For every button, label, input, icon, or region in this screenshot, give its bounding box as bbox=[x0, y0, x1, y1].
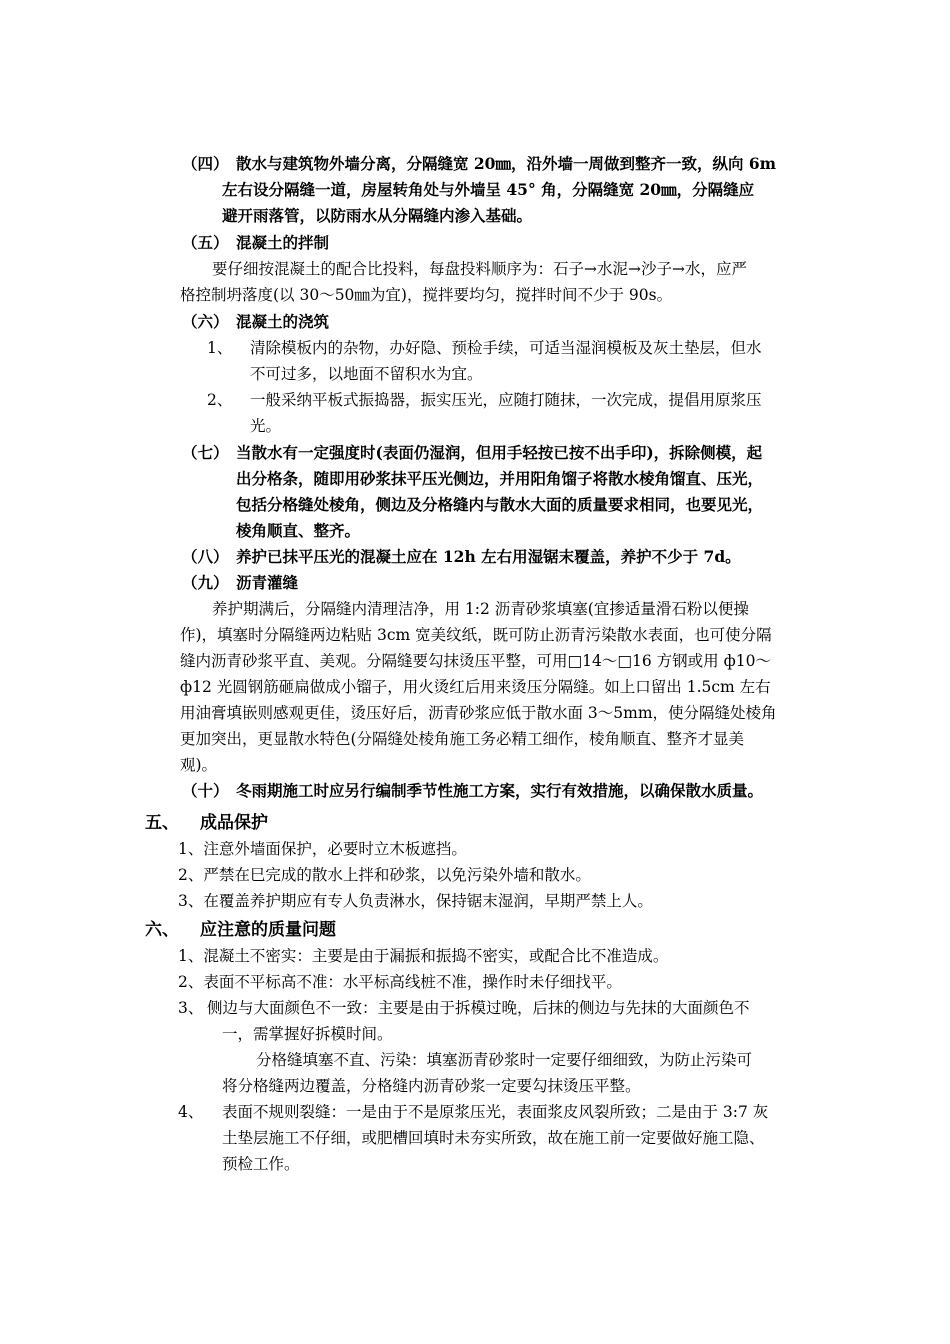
chapter-6-number: 六、 bbox=[145, 920, 179, 940]
section-6-number: （六） bbox=[182, 312, 229, 331]
section-6-title: 混凝土的浇筑 bbox=[236, 312, 330, 331]
section-4-number: （四） bbox=[182, 154, 229, 173]
section-9-line-2: 作)，填塞时分隔缝两边粘贴 3cm 宽美纹纸，既可防止沥青污染散水表面，也可使分隔 bbox=[180, 626, 772, 644]
section-8-line-1: 养护已抹平压光的混凝土应在 12h 左右用湿锯末覆盖，养护不少于 7d。 bbox=[236, 547, 741, 566]
chapter-6-item-4-line-1: 表面不规则裂缝：一是由于不是原浆压光，表面浆皮风裂所致；二是由于 3:7 灰 bbox=[222, 1103, 769, 1121]
section-5-line-1: 要仔细按混凝土的配合比投料，每盘投料顺序为：石子→水泥→沙子→水，应严 bbox=[212, 260, 747, 278]
section-9-line-3: 缝内沥青砂浆平直、美观。分隔缝要勾抹烫压平整，可用□14～□16 方钢或用 ф10～ bbox=[180, 652, 771, 670]
section-4-line-1: 散水与建筑物外墙分离，分隔缝宽 20㎜，沿外墙一周做到整齐一致，纵向 6m bbox=[236, 154, 777, 173]
chapter-5-item-2: 2、严禁在巳完成的散水上拌和砂浆，以免污染外墙和散水。 bbox=[178, 866, 591, 884]
chapter-5-title: 成品保护 bbox=[200, 813, 268, 833]
section-7-line-1: 当散水有一定强度时(表面仍湿润，但用手轻按已按不出手印)，拆除侧模，起 bbox=[236, 443, 763, 462]
section-5-number: （五） bbox=[182, 233, 229, 252]
section-5-line-2: 格控制坍落度(以 30～50㎜为宜)，搅拌要均匀，搅拌时间不少于 90s。 bbox=[180, 286, 673, 304]
section-8-number: （八） bbox=[182, 547, 229, 566]
section-4-line-2: 左右设分隔缝一道，房屋转角处与外墙呈 45° 角，分隔缝宽 20㎜，分隔缝应 bbox=[222, 180, 755, 199]
chapter-6-item-3-number: 3、 bbox=[178, 999, 204, 1017]
section-6-item-2-line-1: 一般采纳平板式振捣器，振实压光，应随打随抹，一次完成，提倡用原浆压 bbox=[250, 391, 762, 409]
chapter-6-item-4-line-3: 预检工作。 bbox=[222, 1155, 300, 1173]
section-9-number: （九） bbox=[182, 573, 229, 592]
chapter-6-paragraph-line-1: 分格缝填塞不直、污染：填塞沥青砂浆时一定要仔细细致，为防止污染可 bbox=[256, 1051, 753, 1069]
chapter-6-item-1: 1、混凝土不密实：主要是由于漏振和振捣不密实，或配合比不准造成。 bbox=[178, 947, 669, 965]
section-10-number: （十） bbox=[182, 781, 229, 800]
section-9-line-5: 用油膏填嵌则感观更佳，烫压好后，沥青砂浆应低于散水面 3～5mm，使分隔缝处棱角 bbox=[180, 704, 777, 722]
section-7-line-2: 出分格条，随即用砂浆抹平压光侧边，并用阳角馏子将散水棱角馏直、压光， bbox=[236, 469, 764, 488]
section-9-line-7: 观)。 bbox=[180, 756, 218, 774]
section-7-line-4: 棱角顺直、整齐。 bbox=[236, 521, 361, 540]
chapter-6-item-2: 2、表面不平标高不准：水平标高线桩不准，操作时未仔细找平。 bbox=[178, 973, 622, 991]
section-4-line-3: 避开雨落管，以防雨水从分隔缝内渗入基础。 bbox=[222, 206, 533, 225]
section-5-title: 混凝土的拌制 bbox=[236, 233, 330, 252]
chapter-6-paragraph-line-2: 将分格缝两边覆盖，分格缝内沥青砂浆一定要勾抹烫压平整。 bbox=[222, 1077, 641, 1095]
section-9-line-4: ф12 光圆钢筋砸扁做成小镏子，用火烫红后用来烫压分隔缝。如上口留出 1.5cm 左右 bbox=[180, 678, 771, 696]
chapter-5-number: 五、 bbox=[145, 813, 179, 833]
chapter-6-title: 应注意的质量问题 bbox=[200, 920, 336, 940]
chapter-6-item-3-line-1: 侧边与大面颜色不一致：主要是由于拆模过晚，后抹的侧边与先抹的大面颜色不 bbox=[207, 999, 750, 1017]
section-9-line-6: 更加突出，更显散水特色(分隔缝处棱角施工务必精工细作，棱角顺直、整齐才显美 bbox=[180, 730, 745, 748]
section-6-item-2-line-2: 光。 bbox=[250, 417, 282, 435]
chapter-6-item-4-line-2: 土垫层施工不仔细，或肥槽回填时未夯实所致，故在施工前一定要做好施工隐、 bbox=[222, 1129, 765, 1147]
section-6-item-2-number: 2、 bbox=[207, 391, 233, 409]
chapter-6-item-4-number: 4、 bbox=[178, 1103, 204, 1121]
section-6-item-1-line-1: 清除模板内的杂物，办好隐、预检手续，可适当湿润模板及灰土垫层，但水 bbox=[250, 339, 762, 357]
section-7-number: （七） bbox=[182, 443, 229, 462]
chapter-6-item-3-line-2: 一，需掌握好拆模时间。 bbox=[222, 1025, 393, 1043]
chapter-5-item-1: 1、注意外墙面保护，必要时立木板遮挡。 bbox=[178, 840, 467, 858]
section-6-item-1-line-2: 不可过多，以地面不留积水为宜。 bbox=[250, 365, 483, 383]
chapter-5-item-3: 3、在覆盖养护期应有专人负责淋水，保持锯末湿润，早期严禁上人。 bbox=[178, 892, 653, 910]
section-10-line-1: 冬雨期施工时应另行编制季节性施工方案，实行有效措施，以确保散水质量。 bbox=[236, 781, 764, 800]
section-9-line-1: 养护期满后，分隔缝内清理洁净，用 1:2 沥青砂浆填塞(宜掺适量滑石粉以便操 bbox=[212, 600, 749, 618]
section-7-line-3: 包括分格缝处棱角，侧边及分格缝内与散水大面的质量要求相同，也要见光， bbox=[236, 495, 764, 514]
section-6-item-1-number: 1、 bbox=[207, 339, 233, 357]
section-9-title: 沥青灌缝 bbox=[236, 573, 299, 592]
